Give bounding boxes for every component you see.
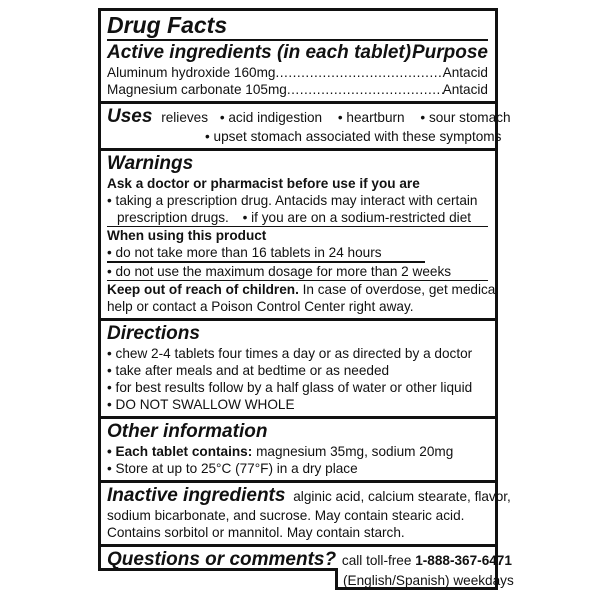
questions-hours: (English/Spanish) weekdays: [343, 573, 514, 588]
ask-line-1: [107, 192, 490, 209]
other-heading: Other information: [107, 421, 268, 442]
uses-item: • heartburn: [338, 110, 405, 125]
other-each-bold: • Each tablet contains:: [107, 444, 252, 459]
section-rule: [98, 480, 498, 483]
ask-item-continued: prescription drugs.: [117, 209, 229, 225]
using-item: [107, 244, 490, 261]
active-heading: Active ingredients (in each tablet): [107, 41, 412, 63]
directions-item: [107, 362, 490, 379]
dot-leader: [276, 64, 443, 81]
directions-item: [107, 345, 490, 362]
questions-heading: Questions or comments?: [107, 549, 337, 570]
questions-line: [107, 549, 512, 571]
other-item: [107, 460, 490, 477]
inactive-line-3: Contains sorbitol or mannitol. May contain starch.: [107, 525, 405, 540]
directions-item-text: • take after meals and at bedtime or as needed: [107, 363, 389, 378]
uses-item: • upset stomach associated with these symptoms: [205, 129, 501, 144]
active-item-purpose: Antacid: [442, 64, 488, 80]
rule: [107, 39, 488, 41]
active-header: [107, 42, 490, 64]
other-store: • Store at up to 25°C (77°F) in a dry place: [107, 461, 358, 476]
active-item-purpose: Antacid: [442, 81, 488, 97]
ask-item: • taking a prescription drug. Antacids may interact with certain: [107, 193, 477, 208]
section-rule: [98, 544, 498, 547]
active-item: [107, 81, 490, 98]
section-rule: [98, 101, 498, 104]
directions-item: [107, 396, 490, 413]
directions-item-text: • for best results follow by a half glass of water or other liquid: [107, 380, 472, 395]
active-item-name: Magnesium carbonate 105mg: [107, 81, 287, 97]
uses-item: • sour stomach: [420, 110, 510, 125]
using-item-text: • do not use the maximum dosage for more than 2 weeks: [107, 264, 451, 279]
ask-heading: Ask a doctor or pharmacist before use if you are: [107, 175, 420, 191]
section-rule: [98, 318, 498, 321]
keep-line-1: [107, 281, 499, 298]
keep-bold: Keep out of reach of children.: [107, 282, 299, 297]
inactive-line-2: sodium bicarbonate, and sucrose. May contain stearic acid.: [107, 508, 465, 523]
using-item-text: • do not take more than 16 tablets in 24 hours: [107, 245, 382, 260]
uses-intro: relieves: [161, 109, 209, 125]
dot-leader: [287, 81, 443, 98]
uses-line-2: [107, 128, 502, 145]
uses-item: • acid indigestion: [220, 110, 322, 125]
active-item: [107, 64, 490, 81]
label-content: [107, 12, 514, 589]
warnings-heading: Warnings: [107, 152, 194, 174]
uses-line-1: [107, 105, 511, 128]
section-rule: [98, 148, 498, 151]
section-rule: [98, 416, 498, 419]
inactive-line-1: [107, 485, 511, 507]
directions-heading: Directions: [107, 323, 200, 344]
other-each-text: magnesium 35mg, sodium 20mg: [256, 444, 454, 459]
drug-facts-title: Drug Facts: [107, 12, 228, 38]
ask-item: • if you are on a sodium-restricted diet: [243, 210, 471, 225]
using-item: [107, 263, 490, 280]
inactive-heading: Inactive ingredients: [107, 485, 286, 506]
questions-phone: 1-888-367-6471: [415, 553, 512, 568]
purpose-heading: Purpose: [411, 41, 488, 63]
uses-heading: Uses: [107, 105, 153, 127]
directions-item-text: • chew 2-4 tablets four times a day or as directed by a doctor: [107, 346, 472, 361]
inactive-text: alginic acid, calcium stearate, flavor,: [293, 489, 511, 504]
questions-call: call toll-free: [341, 553, 412, 568]
drug-facts-label: [98, 8, 514, 590]
directions-item-text: • DO NOT SWALLOW WHOLE: [107, 397, 295, 412]
active-item-name: Aluminum hydroxide 160mg: [107, 64, 276, 80]
keep-line-2: help or contact a Poison Control Center right away.: [107, 299, 414, 314]
ask-line-2: [107, 209, 490, 226]
directions-item: [107, 379, 490, 396]
other-item: [107, 443, 490, 460]
using-heading: When using this product: [107, 228, 267, 243]
keep-text: In case of overdose, get medical: [302, 282, 499, 297]
